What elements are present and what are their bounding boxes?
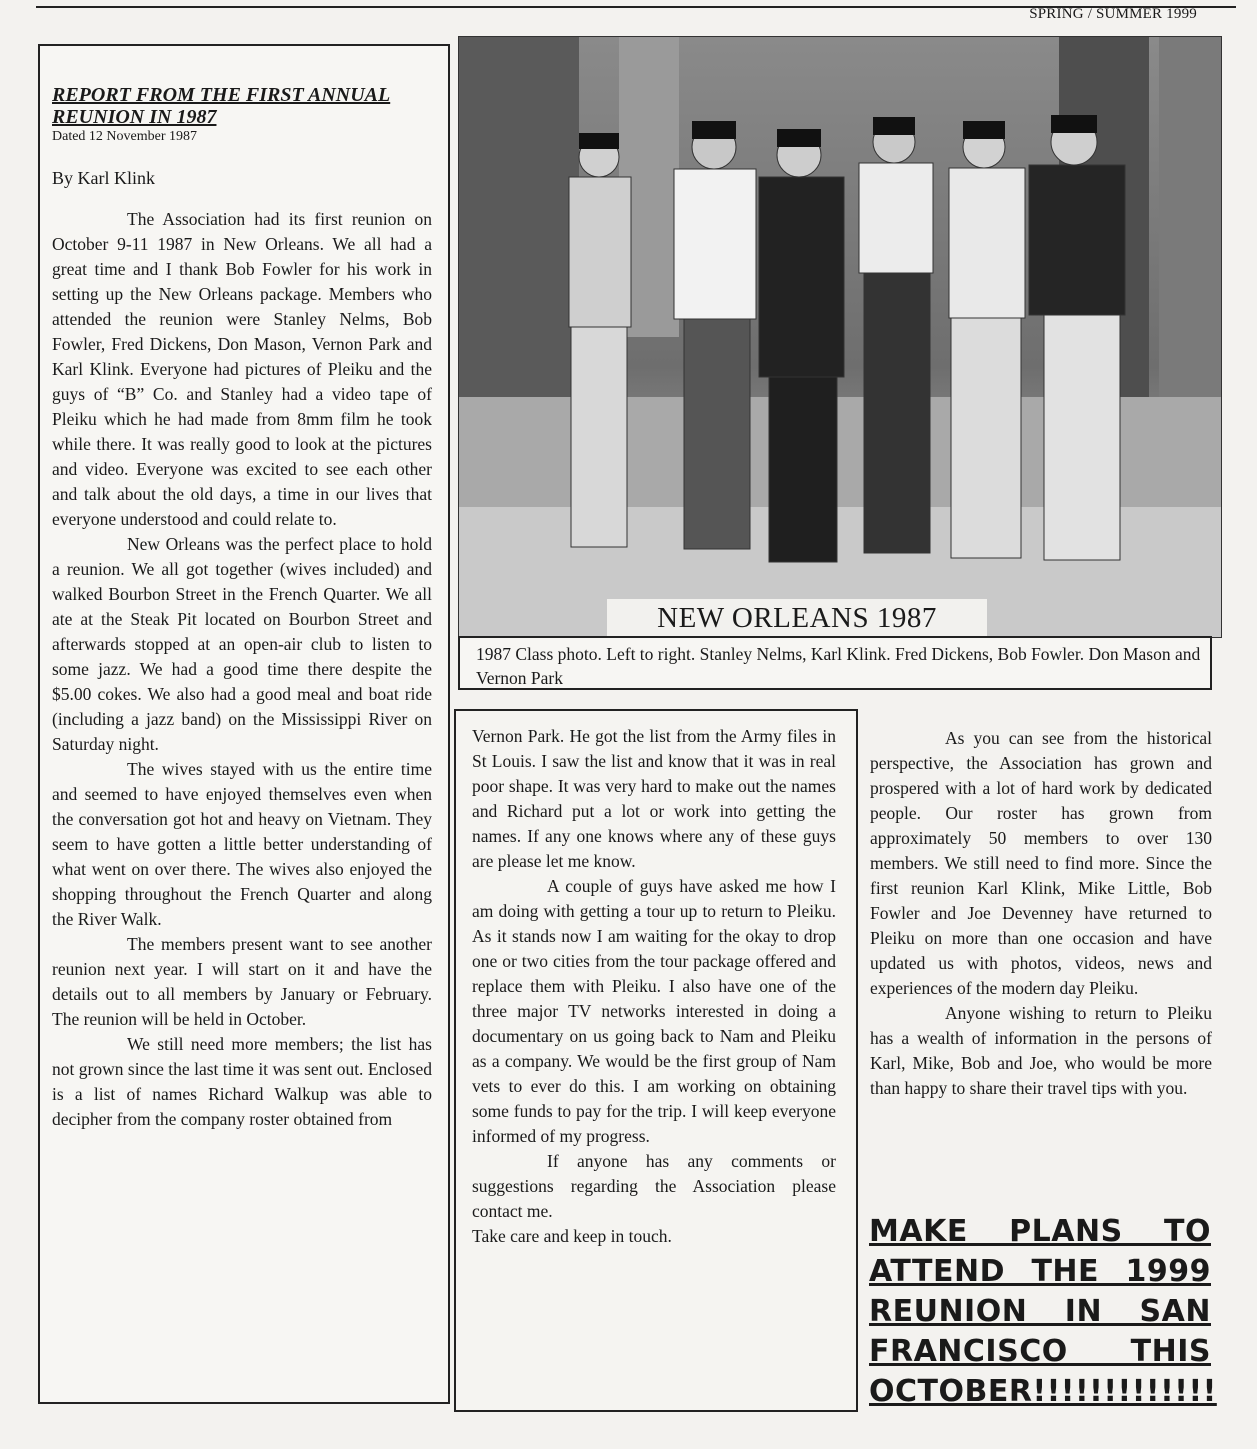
paragraph: The wives stayed with us the entire time and seemed to have enjoyed themselves even when the conversation got hot and heavy on Vietnam. They seem to have gotten a little better understanding of what went on over there. The wives also enjoyed the shopping throughout the French Quarter and along the River Walk. <box>52 759 432 929</box>
paragraph: The members present want to see another reunion next year. I will start on it and have the details out to all members by January or February. The reunion will be held in October. <box>52 934 432 1029</box>
article-byline: By Karl Klink <box>52 168 155 188</box>
paragraph: We still need more members; the list has not grown since the last time it was sent out. Enclosed is a list of names Richard Walkup was able to decipher from the company roster obtained from <box>52 1034 432 1129</box>
issue-label: SPRING / SUMMER 1999 <box>1029 6 1197 22</box>
paragraph: Take care and keep in touch. <box>472 1226 672 1246</box>
paragraph: New Orleans was the perfect place to hold a reunion. We all got together (wives included) and walked Bourbon Street in the French Quarter. We all ate at the Steak Pit located on Bourbon Street and afterwards stopped at an open-air club to listen to some jazz. We had a good time there despite the $5.00 cokes. We also had a good meal and boat ride (including a jazz band) on the Mississippi River on Saturday night. <box>52 534 432 754</box>
paragraph: The Association had its first reunion on October 9-11 1987 in New Orleans. We all had a great time and I thank Bob Fowler for his work in setting up the New Orleans package. Members who attended the reunion were Stanley Nelms, Bob Fowler, Fred Dickens, Don Mason, Vernon Park and Karl Klink. Everyone had pictures of Pleiku and the guys of “B” Co. and Stanley had a video tape of Pleiku which he had made from 8mm film he took while there. It was really good to look at the pictures and video. Everyone was excited to see each other and talk about the old days, a time in our lives that everyone understood and could relate to. <box>52 209 432 529</box>
paragraph: If anyone has any comments or suggestions regarding the Association please contact me. <box>472 1151 836 1221</box>
paragraph: As you can see from the historical perspective, the Association has grown and prospered with a lot of hard work by dedicated people. Our roster has grown from approximately 50 members to over 130 members. We still need to find more. Since the first reunion Karl Klink, Mike Little, Bob Fowler and Joe Devenney have returned to Pleiku on more than one occasion and have updated us with photos, videos, news and experiences of the modern day Pleiku. <box>870 728 1212 998</box>
paragraph: Anyone wishing to return to Pleiku has a wealth of information in the persons of Karl, Mike, Bob and Joe, who would be more than happy to share their travel tips with you. <box>870 1003 1212 1098</box>
bleed-through-text <box>900 702 904 719</box>
photo-caption: 1987 Class photo. Left to right. Stanley Nelms, Karl Klink. Fred Dickens, Bob Fowler. Don Mason and Vernon Park <box>458 636 1212 690</box>
reunion-notice: MAKE PLANS TO ATTEND THE 1999 REUNION IN SAN FRANCISCO THIS OCTOBER!!!!!!!!!!!!! <box>869 1214 1217 1409</box>
middle-article-box <box>454 709 858 1412</box>
paragraph: Vernon Park. He got the list from the Army files in St Louis. I saw the list and know that it was in real poor shape. It was very hard to make out the names and Richard put a lot or work into getting the names. If any one knows where any of these guys are please let me know. <box>472 726 836 871</box>
article-body-left <box>52 207 432 1132</box>
article-date: Dated 12 November 1987 <box>52 129 198 144</box>
right-column-text <box>870 726 1212 1101</box>
paragraph: A couple of guys have asked me how I am doing with getting a tour up to return to Pleiku. As it stands now I am waiting for the okay to drop one or two cities from the tour package offered and replace them with Pleiku. I also have one of the three major TV networks interested in doing a documentary on us going back to Nam and Pleiku as a company. We would be the first group of Nam vets to ever do this. I am working on obtaining some funds to pay for the trip. I will keep everyone informed of my progress. <box>472 876 836 1146</box>
article-body-middle <box>472 724 836 1249</box>
bottom-margin <box>0 1420 1257 1449</box>
photo-title: NEW ORLEANS 1987 <box>607 599 987 637</box>
reunion-photo <box>458 36 1222 638</box>
article-title: REPORT FROM THE FIRST ANNUAL REUNION IN 1987 <box>52 84 391 128</box>
left-article-box <box>38 44 450 1404</box>
left-article-content <box>52 84 432 1132</box>
group-photo-image <box>459 37 1221 637</box>
